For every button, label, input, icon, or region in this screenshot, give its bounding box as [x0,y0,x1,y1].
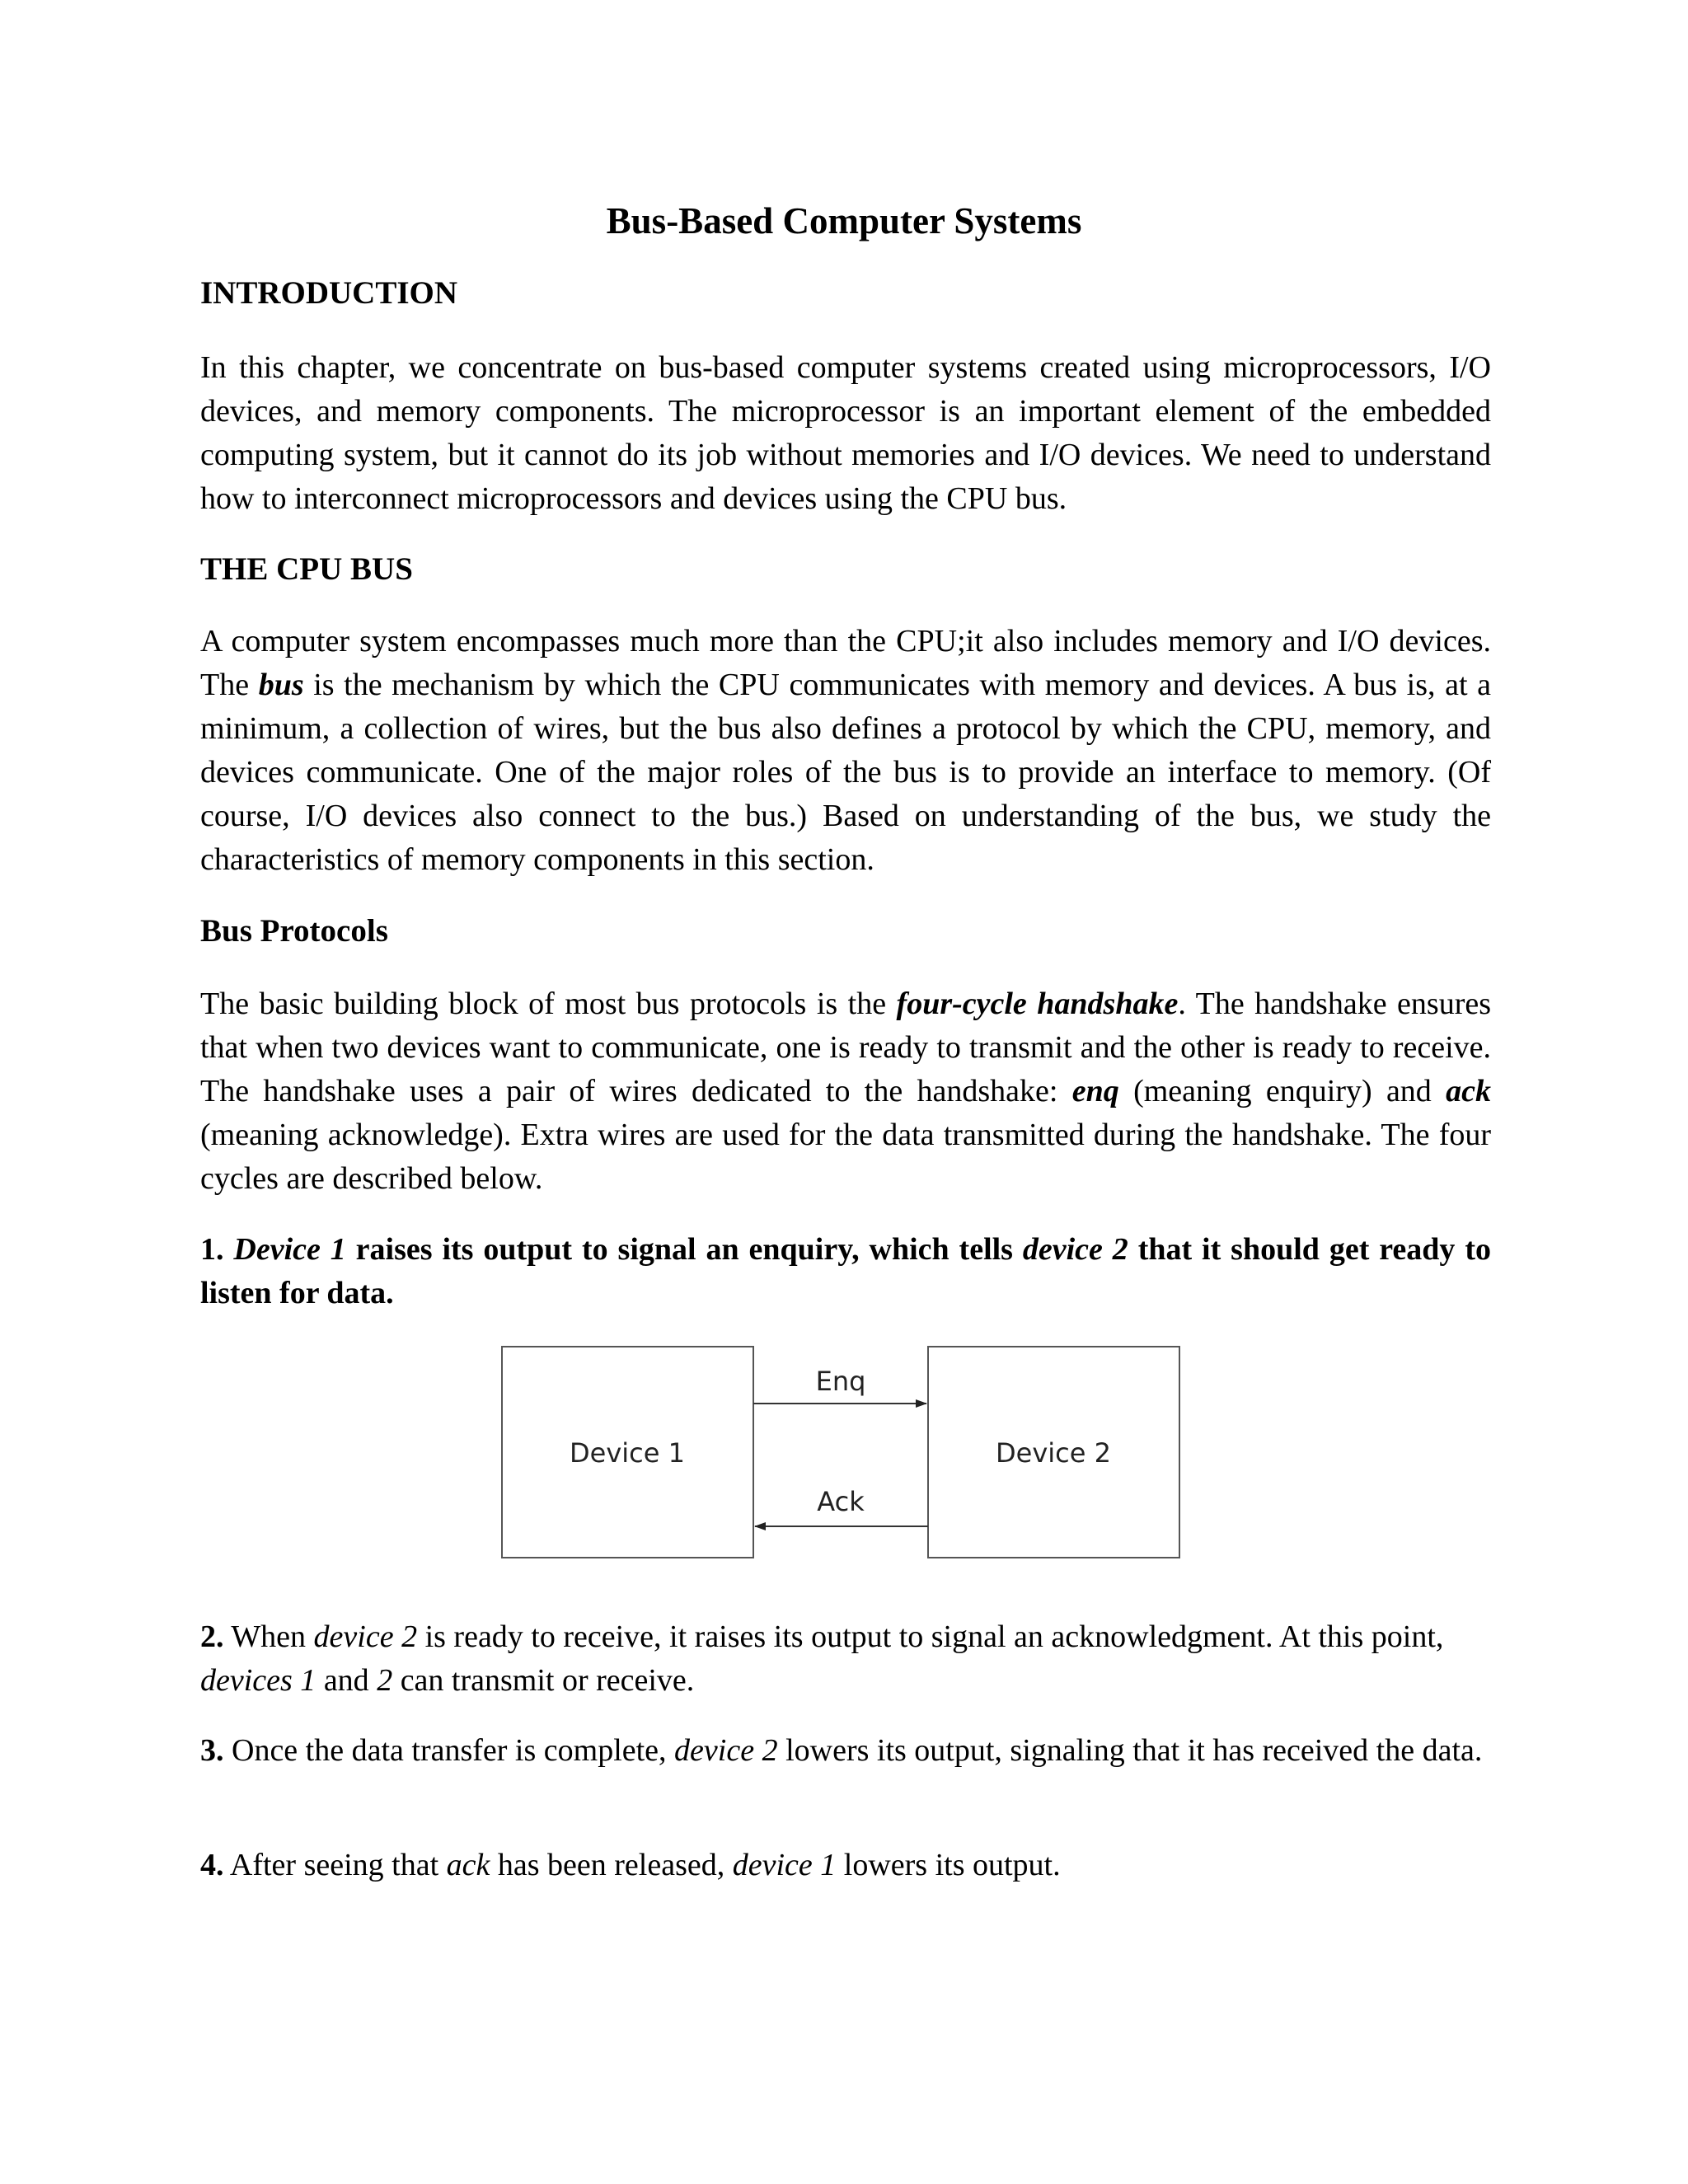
cpu-bus-heading: THE CPU BUS [200,551,413,587]
handshake-diagram-svg [495,1339,1187,1562]
bus-protocols-text-1: The basic building block of most bus protocols is the [200,987,897,1021]
step-1-device-1: Device 1 [233,1232,346,1267]
step-4-text-2: has been released, [490,1848,733,1882]
bus-protocols-text-4: (meaning acknowledge). Extra wires are used for the data transmitted during the handshake. The four cycles are described below. [200,1118,1491,1196]
step-4 [200,1844,1491,1887]
step-2-text-3: and [316,1663,377,1698]
term-four-cycle-handshake: four-cycle handshake [896,987,1179,1021]
bus-protocols-text-2: . The handshake ensures that when two devices want to communicate, one is ready to transmit and the other is ready to receive. The handshake uses a pair of wires dedicated to the handshake: [200,987,1492,1108]
cpu-bus-text-2: is the mechanism by which the CPU communicates with memory and devices. A bus is, at a minimum, a collection of wires, but the bus also defines a protocol by which the CPU, memory, and devices communicate. One of the major roles of the bus is to provide an interface to memory. (Of course, I/O devices also connect to the bus.) Based on understanding of the bus, we study the characteristics of memory components in this section. [200,668,1492,877]
term-enq: enq [1071,1074,1119,1108]
bus-protocols-text-3: (meaning enquiry) and [1118,1074,1447,1108]
step-1 [200,1228,1491,1315]
step-3 [200,1729,1491,1773]
bus-protocols-paragraph [200,982,1491,1201]
step-3-text-2: lowers its output, signaling that it has received the data. [777,1733,1483,1768]
step-2-devices-1: devices 1 [200,1663,316,1698]
page-title: Bus-Based Computer Systems [606,200,1082,241]
step-2-text-4: can transmit or receive. [392,1663,695,1698]
step-4-device-1: device 1 [732,1848,837,1882]
step-1-device-2: device 2 [1022,1232,1128,1267]
bus-protocols-heading: Bus Protocols [200,913,388,949]
step-2-text-2: is ready to receive, it raises its output to signal an acknowledgment. At this point, [417,1619,1444,1654]
introduction-heading: INTRODUCTION [200,275,458,311]
step-4-text-1: After seeing that [223,1848,447,1882]
step-4-text-3: lowers its output. [836,1848,1061,1882]
device-1-label: Device 1 [570,1437,685,1469]
step-1-text-2: that it should get ready to listen for data. [200,1232,1491,1310]
cpu-bus-paragraph [200,620,1491,882]
step-2-device-two: 2 [377,1663,393,1698]
step-3-text-1: Once the data transfer is complete, [223,1733,675,1768]
step-4-ack: ack [446,1848,490,1882]
cpu-bus-text-1: A computer system encompasses much more than the CPU;it also includes memory and I/O devices. The [200,624,1491,702]
device-2-label: Device 2 [996,1437,1111,1469]
step-2-device-2: device 2 [313,1619,418,1654]
step-3-device-2: device 2 [674,1733,778,1768]
step-1-number: 1. [200,1232,224,1267]
step-4-number: 4. [200,1848,224,1882]
term-ack: ack [1446,1074,1491,1108]
step-3-number: 3. [200,1733,224,1768]
term-bus: bus [258,668,304,702]
step-1-text-1: raises its output to signal an enquiry, which tells [345,1232,1023,1267]
introduction-paragraph: In this chapter, we concentrate on bus-based computer systems created using microprocessors, I/O devices, and memory components. The microprocessor is an important element of the embedded computing system, but it cannot do its job without memories and I/O devices. We need to understand how to interconnect microprocessors and devices using the CPU bus. [200,350,1491,516]
handshake-diagram [495,1339,1187,1562]
step-2-text-1: When [223,1619,314,1654]
step-2 [200,1615,1491,1703]
ack-label: Ack [817,1486,865,1517]
enq-label: Enq [815,1366,866,1397]
step-2-number: 2. [200,1619,224,1654]
